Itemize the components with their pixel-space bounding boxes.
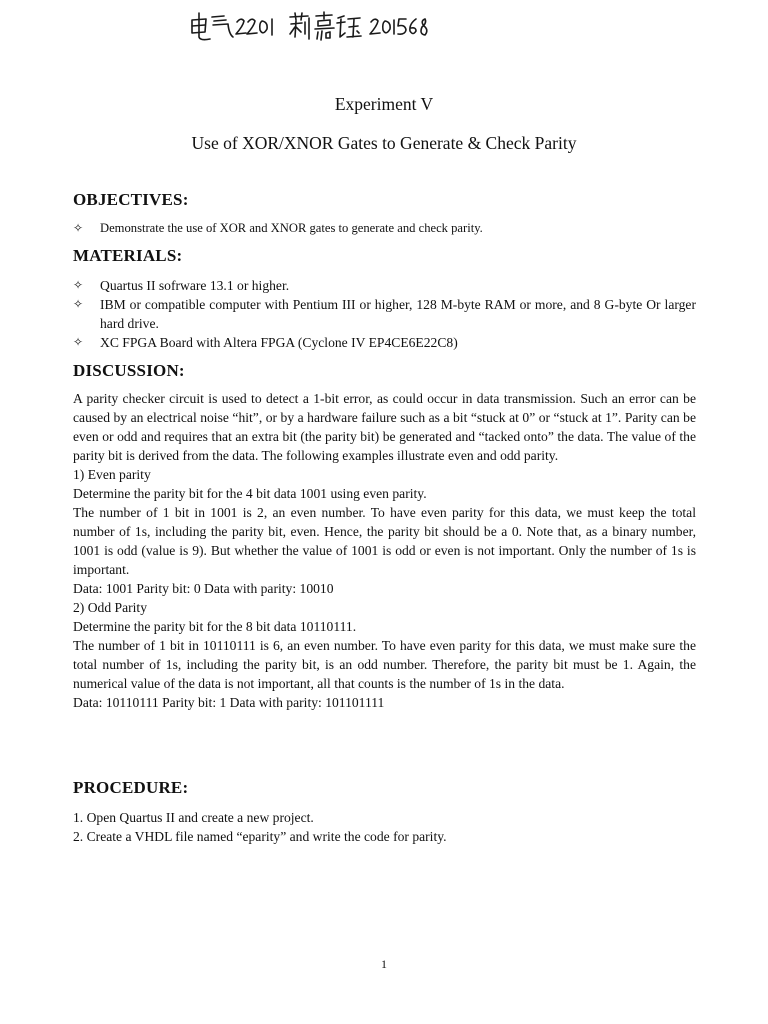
material-text: IBM or compatible computer with Pentium III or higher, 128 M-byte RAM or more, and 8 G-byte Or larger hard drive. bbox=[100, 297, 696, 331]
material-item bbox=[73, 295, 696, 333]
odd-parity-explanation: The number of 1 bit in 10110111 is 6, an even number. To have even parity for this data, we must make sure the total number of 1s, including the parity bit, is an odd number. Therefore, the parity bit must be 1. Again, the numerical value of the data is not important, all that counts is the number of 1s in the data. bbox=[73, 638, 696, 691]
discussion-heading: DISCUSSION: bbox=[73, 361, 185, 380]
experiment-subtitle: Use of XOR/XNOR Gates to Generate & Check Parity bbox=[191, 133, 577, 153]
objective-item bbox=[73, 219, 696, 238]
diamond-bullet-icon: ✧ bbox=[73, 297, 84, 311]
discussion-intro-paragraph: A parity checker circuit is used to detect a 1-bit error, as could occur in data transmission. Such an error can be caused by an electrical noise “hit”, or by a hardware failure such as a bit “stuck at 0” or “stuck at 1”. Parity can be even or odd and requires that an extra bit (the parity bit) be generated and “tacked onto” the data. The value of the parity bit is derived from the data. The following examples illustrate even and odd parity. bbox=[73, 391, 696, 463]
objective-text: Demonstrate the use of XOR and XNOR gates to generate and check parity. bbox=[100, 221, 483, 235]
procedure-heading: PROCEDURE: bbox=[73, 778, 189, 797]
odd-parity-result: Data: 10110111 Parity bit: 1 Data with parity: 101101111 bbox=[73, 695, 385, 710]
procedure-step: 2. Create a VHDL file named “eparity” and write the code for parity. bbox=[73, 829, 447, 844]
materials-list bbox=[73, 276, 696, 352]
procedure-steps bbox=[73, 808, 696, 846]
objectives-list bbox=[73, 219, 696, 238]
even-parity-task: Determine the parity bit for the 4 bit data 1001 using even parity. bbox=[73, 486, 427, 501]
diamond-bullet-icon: ✧ bbox=[73, 278, 84, 292]
diamond-bullet-icon: ✧ bbox=[73, 335, 84, 349]
experiment-title: Experiment V bbox=[334, 94, 434, 114]
material-text: XC FPGA Board with Altera FPGA (Cyclone IV EP4CE6E22C8) bbox=[100, 335, 458, 350]
odd-parity-task: Determine the parity bit for the 8 bit data 10110111. bbox=[73, 619, 357, 634]
procedure-step: 1. Open Quartus II and create a new project. bbox=[73, 810, 314, 825]
objectives-heading: OBJECTIVES: bbox=[73, 190, 189, 209]
discussion-body bbox=[73, 389, 696, 712]
even-parity-label: 1) Even parity bbox=[73, 467, 151, 482]
odd-parity-label: 2) Odd Parity bbox=[73, 600, 148, 615]
even-parity-explanation: The number of 1 bit in 1001 is 2, an even number. To have even parity for this data, we must keep the total number of 1s, including the parity bit, even. Hence, the parity bit should be a 0. Note that, as a binary number, 1001 is odd (value is 9). But whether the value of 1001 is odd or even is not important. Only the number of 1s is important. bbox=[73, 505, 696, 577]
page-number: 1 bbox=[381, 957, 387, 971]
material-text: Quartus II sofrware 13.1 or higher. bbox=[100, 278, 290, 293]
materials-heading: MATERIALS: bbox=[73, 246, 183, 265]
material-item bbox=[73, 333, 696, 352]
diamond-bullet-icon: ✧ bbox=[73, 221, 84, 235]
material-item bbox=[73, 276, 696, 295]
handwritten-signature bbox=[186, 10, 436, 44]
even-parity-result: Data: 1001 Parity bit: 0 Data with parity: 10010 bbox=[73, 581, 334, 596]
